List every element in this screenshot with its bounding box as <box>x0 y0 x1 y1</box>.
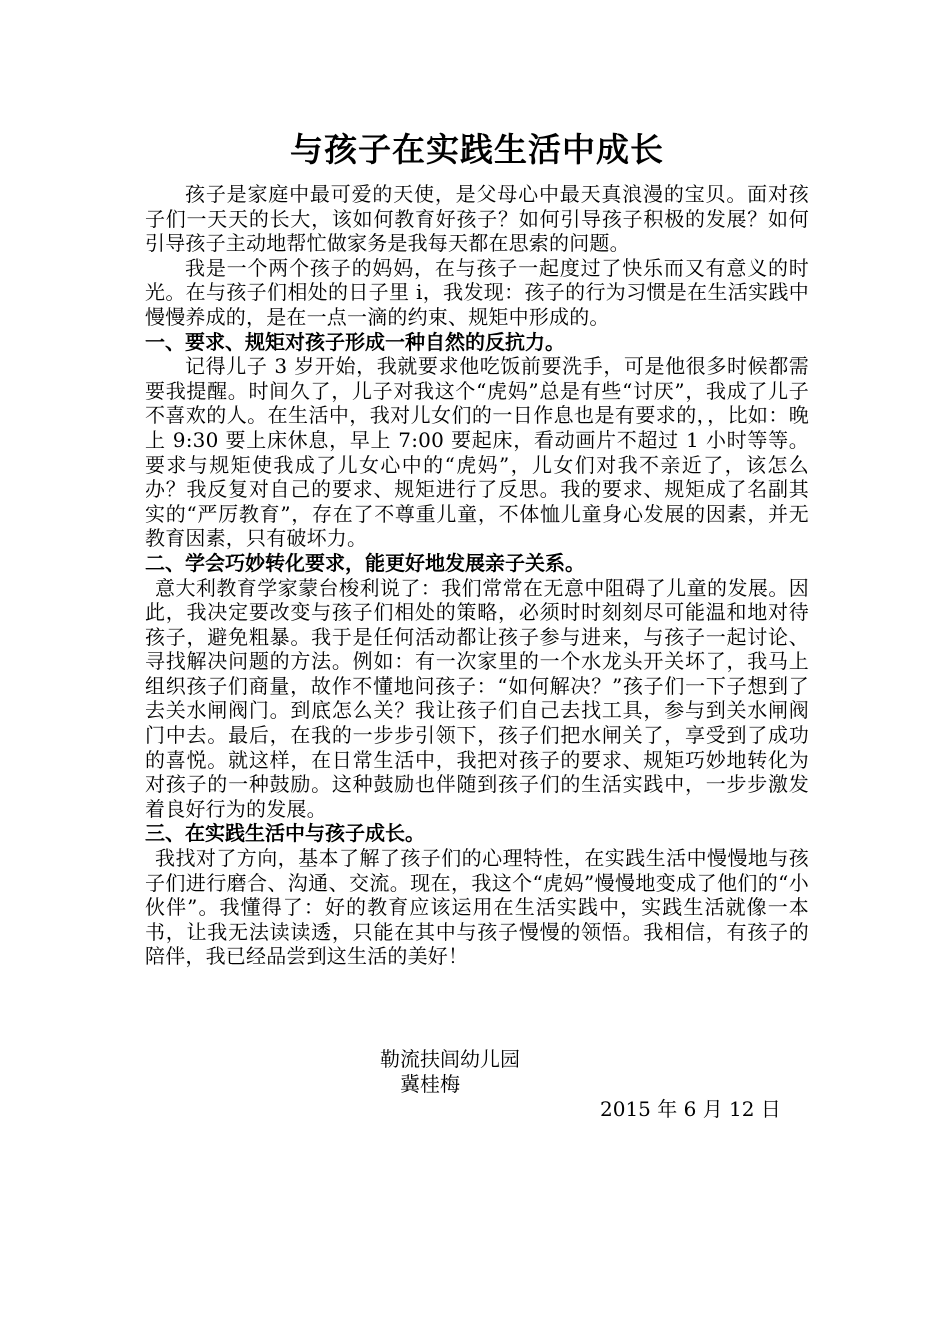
section-heading-1: 一、要求、规矩对孩子形成一种自然的反抗力。 <box>145 329 565 354</box>
intro-paragraph: 我是一个两个孩子的妈妈，在与孩子一起度过了快乐而又有意义的时光。在与孩子们相处的日子里 i，我发现：孩子的行为习惯是在生活实践中慢慢养成的，是在一点一滴的约束、规矩中形成的。 <box>145 255 809 329</box>
article-title: 与孩子在实践生活中成长 <box>290 130 664 169</box>
signature-author: 冀桂梅 <box>400 1072 460 1096</box>
section-heading-2: 二、学会巧妙转化要求，能更好地发展亲子关系。 <box>145 550 585 575</box>
signature-date: 2015 年 6 月 12 日 <box>600 1097 781 1121</box>
signature-school: 勒流扶闾幼儿园 <box>380 1047 520 1071</box>
article-body <box>145 126 809 969</box>
intro-paragraph: 孩子是家庭中最可爱的天使，是父母心中最天真浪漫的宝贝。面对孩子们一天天的长大，该如何教育好孩子？如何引导孩子积极的发展？如何引导孩子主动地帮忙做家务是我每天都在思索的问题。 <box>145 182 809 256</box>
section-heading-3: 三、在实践生活中与孩子成长。 <box>145 821 425 846</box>
section-body-2: 意大利教育学家蒙台梭利说了：我们常常在无意中阻碍了儿童的发展。因此，我决定要改变与孩子们相处的策略，必须时时刻刻尽可能温和地对待孩子，避免粗暴。我于是任何活动都让孩子参与进来，与孩子一起讨论、寻找解决问题的方法。例如：有一次家里的一个水龙头开关坏了，我马上组织孩子们商量，故作不懂地问孩子：“如何解决？”孩子们一下子想到了去关水闸阀门。到底怎么关？我让孩子们自己去找工具，参与到关水闸阀门中去。最后，在我的一步步引领下，孩子们把水闸关了，享受到了成功的喜悦。就这样，在日常生活中，我把对孩子的要求、规矩巧妙地转化为对孩子的一种鼓励。这种鼓励也伴随到孩子们的生活实践中，一步步激发着良好行为的发展。 <box>145 575 809 821</box>
section-body-1: 记得儿子 3 岁开始，我就要求他吃饭前要洗手，可是他很多时候都需要我提醒。时间久了，儿子对我这个“虎妈”总是有些“讨厌”，我成了儿子不喜欢的人。在生活中，我对儿女们的一日作息也是有要求的，，比如：晚上 9:30 要上床休息，早上 7:00 要起床，看动画片不超过 1 小时等等。要求与规矩使我成了儿女心中的“虎妈”，儿女们对我不亲近了，该怎么办？我反复对自己的要求、规矩进行了反思。我的要求、规矩成了名副其实的“严厉教育”，存在了不尊重儿童，不体恤儿童身心发展的因素，并无教育因素，只有破坏力。 <box>145 354 809 551</box>
section-body-3: 我找对了方向，基本了解了孩子们的心理特性，在实践生活中慢慢地与孩子们进行磨合、沟通、交流。现在，我这个“虎妈”慢慢地变成了他们的“小伙伴”。我懂得了：好的教育应该运用在生活实践中，实践生活就像一本书，让我无法读读透，只能在其中与孩子慢慢的领悟。我相信，有孩子的陪伴，我已经品尝到这生活的美好！ <box>145 846 809 969</box>
